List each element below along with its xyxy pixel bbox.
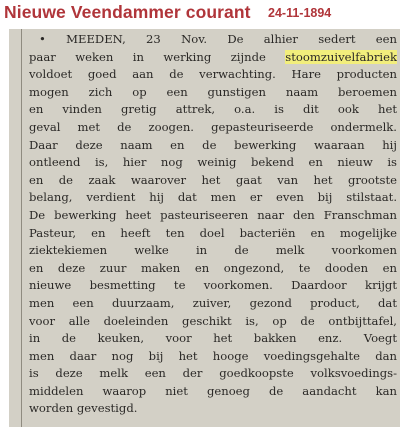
article-line: in de keuken, voor het bakken enz. Voegt (29, 331, 397, 346)
newspaper-title: Nieuwe Veendammer courant (4, 2, 251, 22)
article-line: geval met de zoogen. gepasteuriseerde ondermelk. (29, 119, 397, 134)
article-line: voldoet goed aan de verwachting. Hare producten (29, 67, 397, 82)
article-line: belang, verdient hij dat men er even bij stilstaat. (29, 190, 397, 205)
clipping-header (0, 0, 400, 30)
article-line: voor alle doeleinden geschikt is, op de ontbijttafel, (29, 313, 397, 328)
article-line: middelen waarop niet genoeg de aandacht kan (29, 383, 397, 398)
article-line: en de zaak waarover het gaat van het grootste (29, 172, 397, 187)
article-line: nieuwe besmetting te voorkomen. Daardoor krijgt (29, 278, 397, 293)
article-line (29, 49, 397, 67)
publication-date: 24-11-1894 (268, 6, 332, 20)
article-line: Pasteur, en heeft ten doel bacteriën en mogelijke (29, 225, 397, 240)
article-line-text: paar weken in werking zijnde (29, 49, 286, 64)
article-line: is deze melk een der goedkoopste volksvoedings- (29, 366, 397, 381)
article-line: men een duurzaam, zuiver, gezond product, dat (29, 295, 397, 310)
newspaper-clipping (9, 29, 400, 427)
article-line: De bewerking heet pasteuriseeren naar den Franschman (29, 207, 397, 222)
column-rule (21, 29, 22, 427)
article-line: ziektekiemen welke in de melk voorkomen (29, 243, 397, 258)
article-line: worden gevestigd. (29, 401, 138, 416)
article-line: men daar nog bij het hooge voedingsgehalte dan (29, 348, 397, 363)
article-line: en vinden gretig attrek, o.a. is dit ook het (29, 102, 397, 117)
article-line: • MEEDEN, 23 Nov. De alhier sedert een (39, 32, 397, 46)
article-line: en deze zuur maken en ongezond, te dooden en (29, 260, 397, 275)
highlighted-term: stoomzuivelfabriek (285, 49, 397, 64)
article-line: ontleend is, hier nog weinig bekend en nieuw is (29, 155, 397, 170)
article-line: Daar deze naam en de bewerking waaraan hij (29, 137, 397, 152)
article-line: mogen zich op een gunstigen naam beroemen (29, 84, 397, 99)
article-text (29, 31, 397, 418)
